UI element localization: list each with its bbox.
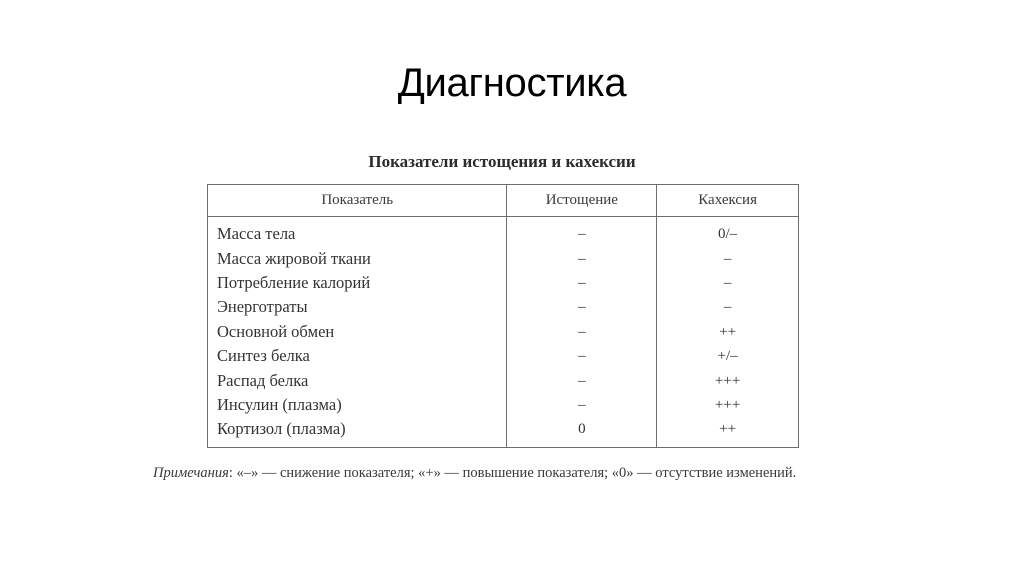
- header-indicator: Показатель: [208, 185, 507, 217]
- row-exhaustion: –: [507, 246, 657, 270]
- row-indicator: Синтез белка: [208, 344, 507, 368]
- footnote-text: : «–» — снижение показателя; «+» — повышение показателя; «0» — отсутствие изменений.: [228, 465, 797, 481]
- table-row: [208, 320, 799, 344]
- row-exhaustion: –: [507, 368, 657, 392]
- row-cachexia: +/–: [657, 344, 799, 368]
- row-indicator: Инсулин (плазма): [208, 393, 507, 417]
- row-cachexia: –: [657, 295, 799, 319]
- table-row: [208, 217, 799, 247]
- row-cachexia: ++: [657, 417, 799, 447]
- row-cachexia: +++: [657, 393, 799, 417]
- indicators-table: [207, 184, 799, 448]
- table-row: [208, 344, 799, 368]
- slide-title: Диагностика: [397, 61, 627, 105]
- row-cachexia: –: [657, 271, 799, 295]
- row-indicator: Потребление калорий: [208, 271, 507, 295]
- header-cachexia: Кахексия: [657, 185, 799, 217]
- table-footnote: [153, 462, 913, 484]
- table-row: [208, 368, 799, 392]
- table-row: [208, 417, 799, 447]
- row-exhaustion: –: [507, 217, 657, 247]
- row-exhaustion: –: [507, 295, 657, 319]
- row-indicator: Масса тела: [208, 217, 507, 247]
- row-cachexia: 0/–: [657, 217, 799, 247]
- row-cachexia: +++: [657, 368, 799, 392]
- row-cachexia: –: [657, 246, 799, 270]
- row-indicator: Энерготраты: [208, 295, 507, 319]
- row-exhaustion: –: [507, 320, 657, 344]
- row-indicator: Основной обмен: [208, 320, 507, 344]
- row-indicator: Кортизол (плазма): [208, 417, 507, 447]
- row-indicator: Распад белка: [208, 368, 507, 392]
- table-row: [208, 393, 799, 417]
- row-indicator: Масса жировой ткани: [208, 246, 507, 270]
- table-row: [208, 246, 799, 270]
- table-row: [208, 271, 799, 295]
- footnote-label: Примечания: [153, 465, 229, 481]
- table-row: [208, 295, 799, 319]
- row-exhaustion: 0: [507, 417, 657, 447]
- row-exhaustion: –: [507, 393, 657, 417]
- table-caption: Показатели истощения и кахексии: [368, 152, 636, 171]
- header-exhaustion: Истощение: [507, 185, 657, 217]
- row-exhaustion: –: [507, 344, 657, 368]
- row-exhaustion: –: [507, 271, 657, 295]
- row-cachexia: ++: [657, 320, 799, 344]
- table-header-row: [208, 185, 799, 217]
